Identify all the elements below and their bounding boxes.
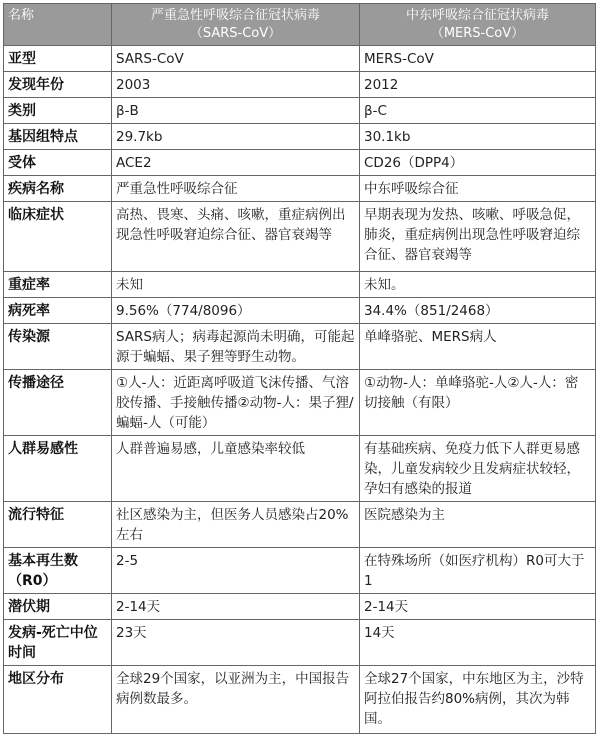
table-row: [4, 370, 596, 436]
table-row: [4, 594, 596, 620]
mers-value: 单峰骆驼、MERS病人: [360, 324, 596, 370]
table-row: [4, 666, 596, 734]
sars-value: 2003: [112, 72, 360, 98]
mers-value: ①动物-人：单峰骆驼-人②人-人：密切接触（有限）: [360, 370, 596, 436]
row-label: 疾病名称: [4, 176, 112, 202]
sars-value: 未知: [112, 272, 360, 298]
sars-value: 23天: [112, 620, 360, 666]
table-row: [4, 298, 596, 324]
sars-value: 2-14天: [112, 594, 360, 620]
sars-value: 社区感染为主，但医务人员感染占20%左右: [112, 502, 360, 548]
row-label: 发现年份: [4, 72, 112, 98]
sars-value: SARS病人；病毒起源尚未明确，可能起源于蝙蝠、果子狸等野生动物。: [112, 324, 360, 370]
table-row: [4, 620, 596, 666]
table-row: [4, 436, 596, 502]
table-row: [4, 46, 596, 72]
sars-value: 高热、畏寒、头痛、咳嗽，重症病例出现急性呼吸窘迫综合征、器官衰竭等: [112, 202, 360, 272]
mers-value: 早期表现为发热、咳嗽、呼吸急促，肺炎，重症病例出现急性呼吸窘迫综合征、器官衰竭等: [360, 202, 596, 272]
table-row: [4, 72, 596, 98]
table-row: [4, 176, 596, 202]
mers-value: 34.4%（851/2468）: [360, 298, 596, 324]
sars-value: 全球29个国家，以亚洲为主，中国报告病例数最多。: [112, 666, 360, 734]
mers-value: CD26（DPP4）: [360, 150, 596, 176]
row-label: 基本再生数（R0）: [4, 548, 112, 594]
sars-mers-comparison-table: [3, 3, 596, 734]
row-label: 潜伏期: [4, 594, 112, 620]
row-label: 受体: [4, 150, 112, 176]
table-row: [4, 272, 596, 298]
comparison-table-container: [3, 3, 595, 734]
row-label: 地区分布: [4, 666, 112, 734]
header-sars-abbr: （SARS-CoV）: [189, 26, 282, 41]
row-label: 类别: [4, 98, 112, 124]
mers-value: 2012: [360, 72, 596, 98]
header-sars-cell: [112, 4, 360, 46]
mers-value: 未知。: [360, 272, 596, 298]
mers-value: 中东呼吸综合征: [360, 176, 596, 202]
sars-value: 9.56%（774/8096）: [112, 298, 360, 324]
mers-value: 14天: [360, 620, 596, 666]
row-label: 亚型: [4, 46, 112, 72]
sars-value: 严重急性呼吸综合征: [112, 176, 360, 202]
table-row: [4, 150, 596, 176]
table-row: [4, 98, 596, 124]
row-label: 发病-死亡中位时间: [4, 620, 112, 666]
table-row: [4, 324, 596, 370]
row-label: 重症率: [4, 272, 112, 298]
row-label: 临床症状: [4, 202, 112, 272]
sars-value: 29.7kb: [112, 124, 360, 150]
header-mers-title: 中东呼吸综合征冠状病毒: [405, 8, 549, 23]
sars-value: ①人-人：近距离呼吸道飞沫传播、气溶胶传播、手接触传播②动物-人：果子狸/蝙蝠-人（可能）: [112, 370, 360, 436]
header-name-label: 名称: [8, 8, 35, 23]
row-label: 传播途径: [4, 370, 112, 436]
mers-value: β-C: [360, 98, 596, 124]
table-row: [4, 548, 596, 594]
sars-value: 2-5: [112, 548, 360, 594]
row-label: 流行特征: [4, 502, 112, 548]
row-label: 人群易感性: [4, 436, 112, 502]
sars-value: 人群普遍易感，儿童感染率较低: [112, 436, 360, 502]
sars-value: SARS-CoV: [112, 46, 360, 72]
header-mers-abbr: （MERS-CoV）: [430, 26, 525, 41]
mers-value: 有基础疾病、免疫力低下人群更易感染，儿童发病较少且发病症状较轻，孕妇有感染的报道: [360, 436, 596, 502]
header-name-cell: [4, 4, 112, 46]
mers-value: 30.1kb: [360, 124, 596, 150]
row-label: 传染源: [4, 324, 112, 370]
mers-value: 全球27个国家，中东地区为主，沙特阿拉伯报告约80%病例，其次为韩国。: [360, 666, 596, 734]
mers-value: MERS-CoV: [360, 46, 596, 72]
sars-value: ACE2: [112, 150, 360, 176]
table-row: [4, 202, 596, 272]
row-label: 病死率: [4, 298, 112, 324]
mers-value: 2-14天: [360, 594, 596, 620]
sars-value: β-B: [112, 98, 360, 124]
table-row: [4, 124, 596, 150]
mers-value: 医院感染为主: [360, 502, 596, 548]
table-row: [4, 502, 596, 548]
mers-value: 在特殊场所（如医疗机构）R0可大于1: [360, 548, 596, 594]
header-mers-cell: [360, 4, 596, 46]
row-label: 基因组特点: [4, 124, 112, 150]
header-sars-title: 严重急性呼吸综合征冠状病毒: [150, 8, 320, 23]
table-header-row: [4, 4, 596, 46]
